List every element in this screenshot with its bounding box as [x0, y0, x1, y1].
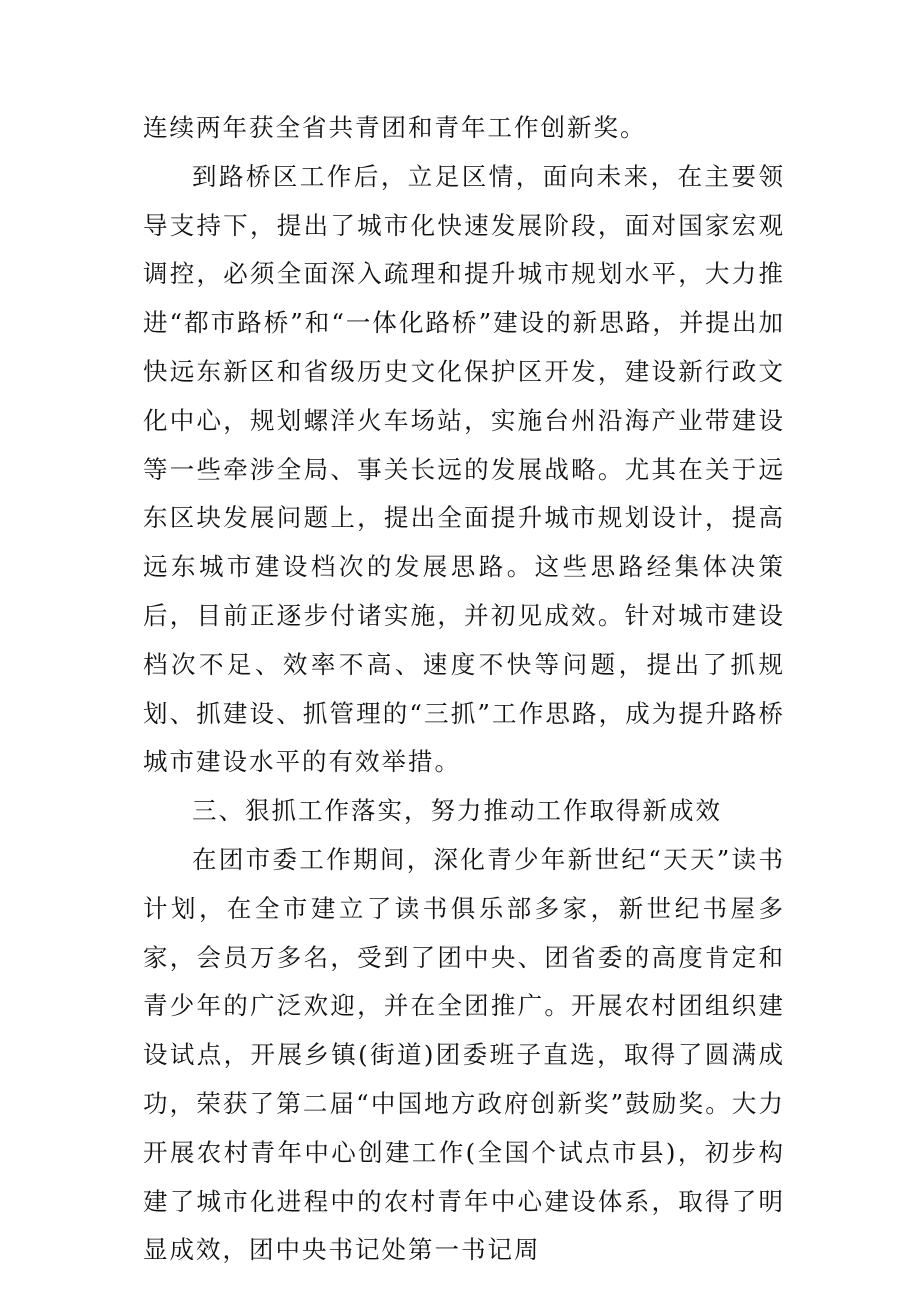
paragraph-2: 到路桥区工作后，立足区情，面向未来，在主要领导支持下，提出了城市化快速发展阶段，面对国家宏观调控，必须全面深入疏理和提升城市规划水平，大力推进“都市路桥”和“一体化路桥”建设的新思路，并提出加快远东新区和省级历史文化保护区开发，建设新行政文化中心，规划螺洋火车场站，实施台州沿海产业带建设等一些牵涉全局、事关长远的发展战略。尤其在关于远东区块发展问题上，提出全面提升城市规划设计，提高远东城市建设档次的发展思路。这些思路经集体决策后，目前正逐步付诸实施，并初见成效。针对城市建设档次不足、效率不高、速度不快等问题，提出了抓规划、抓建设、抓管理的“三抓”工作思路，成为提升路桥城市建设水平的有效举措。 [143, 161, 785, 777]
document-body [143, 104, 785, 1275]
paragraph-3: 在团市委工作期间，深化青少年新世纪“天天”读书计划，在全市建立了读书俱乐部多家，新世纪书屋多家，会员万多名，受到了团中央、团省委的高度肯定和青少年的广泛欢迎，并在全团推广。开展农村团组织建设试点，开展乡镇(街道)团委班子直选，取得了圆满成功，荣获了第二届“中国地方政府创新奖”鼓励奖。大力开展农村青年中心创建工作(全国个试点市县)，初步构建了城市化进程中的农村青年中心建设体系，取得了明显成效，团中央书记处第一书记周 [143, 844, 785, 1265]
section-heading: 三、狠抓工作落实，努力推动工作取得新成效 [192, 796, 722, 826]
paragraph-1: 连续两年获全省共青团和青年工作创新奖。 [143, 113, 647, 142]
